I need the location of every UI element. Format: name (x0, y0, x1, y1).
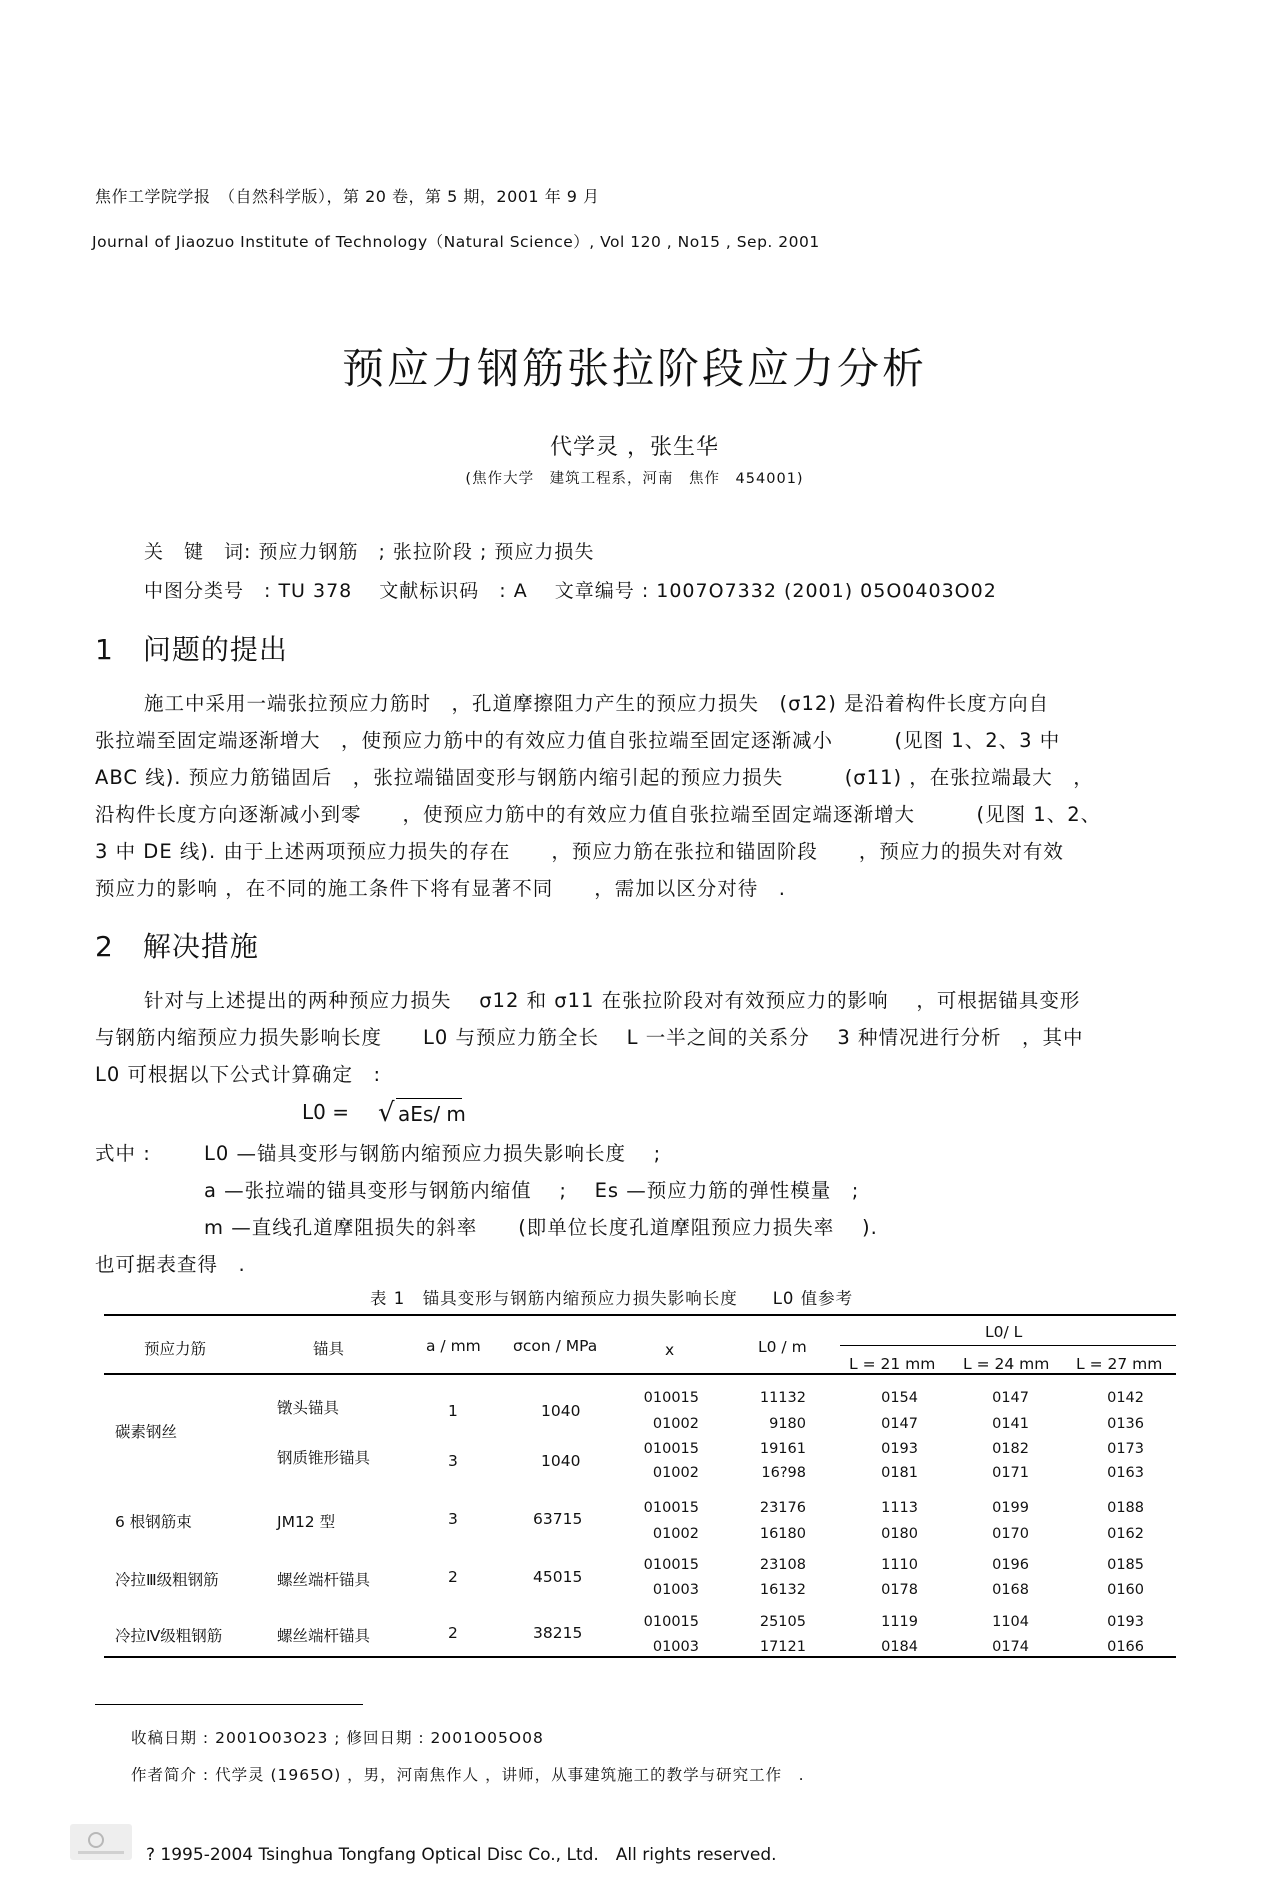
keywords (144, 537, 594, 564)
cell-tendon: 碳素钢丝 (115, 1423, 178, 1441)
footnote-received: 收稿日期 : 2001Ο03Ο23 ; 修回日期 : 2001Ο05Ο08 (131, 1729, 544, 1747)
section2-line: 针对与上述提出的两种预应力损失 σ12 和 σ11 在张拉阶段对有效预应力的影响 ，可根据锚具变形 (144, 989, 1081, 1012)
cell-r21: 0147 (881, 1416, 918, 1432)
cell-anchor: 镦头锚具 (277, 1399, 340, 1417)
footnote-rule (95, 1704, 363, 1705)
cell-sigma: 45015 (533, 1568, 583, 1586)
publisher-logo-mark (70, 1824, 132, 1860)
section2-line: 与钢筋内缩预应力损失影响长度 L0 与预应力筋全长 L 一半之间的关系分 3 种情况进行分析 ，其中 (95, 1026, 1084, 1049)
cell-x: 01003 (652, 1582, 699, 1598)
cell-l0: 23176 (759, 1500, 806, 1516)
cell-l0: 11132 (759, 1390, 806, 1406)
cell-r21: 0184 (881, 1639, 918, 1655)
cell-r27: 0142 (1107, 1390, 1144, 1406)
th-ratio: L0/ L (985, 1323, 1023, 1341)
table-bottom-rule (104, 1656, 1176, 1658)
table-caption: 表 1 锚具变形与钢筋内缩预应力损失影响长度 L0 值参考 (370, 1289, 854, 1308)
th-anchor: 锚具 (313, 1340, 345, 1358)
definition: a —张拉端的锚具变形与钢筋内缩值 ; Es —预应力筋的弹性模量 ; (204, 1179, 860, 1202)
publisher-logo (70, 1824, 132, 1860)
cell-tendon: 冷拉Ⅳ级粗钢筋 (115, 1627, 223, 1645)
cell-l0: 25105 (759, 1614, 806, 1630)
sqrt-bar (396, 1098, 462, 1099)
cell-r24: 0196 (992, 1557, 1029, 1573)
cell-x: 010015 (643, 1557, 699, 1573)
cell-r24: 0141 (992, 1416, 1029, 1432)
th-l0: L0 / m (758, 1338, 807, 1356)
cell-sigma: 1040 (541, 1452, 581, 1470)
cell-sigma: 1040 (541, 1402, 581, 1420)
cell-anchor: JM12 型 (277, 1513, 336, 1531)
cell-a: 1 (448, 1402, 458, 1420)
cell-x: 010015 (643, 1614, 699, 1630)
table-subheader-rule (840, 1345, 1176, 1346)
cell-l0: 16180 (759, 1526, 806, 1542)
cell-r21: 1113 (881, 1500, 918, 1516)
cell-l0: 17121 (759, 1639, 806, 1655)
cell-x: 010015 (643, 1390, 699, 1406)
table-header-rule (104, 1373, 1176, 1375)
section1-line: 沿构件长度方向逐渐减小到零 ，使预应力筋中的有效应力值自张拉端至固定端逐渐增大 (见图 1、2、 (95, 803, 1102, 826)
formula-lhs: L0 = (302, 1100, 349, 1124)
copyright: ? 1995-2004 Tsinghua Tongfang Optical Disc Co., Ltd. All rights reserved. (146, 1845, 777, 1865)
footnote-author: 作者简介 : 代学灵 (1965Ο) ，男，河南焦作人 ，讲师，从事建筑施工的教学与研究工作 . (131, 1766, 805, 1784)
cell-x: 010015 (643, 1441, 699, 1457)
section2-title: 解决措施 (142, 930, 259, 963)
th-l21: L = 21 mm (849, 1355, 936, 1373)
cell-r24: 0199 (992, 1500, 1029, 1516)
cell-tendon: 冷拉Ⅲ级粗钢筋 (115, 1571, 219, 1589)
cell-l0: 16?98 (761, 1465, 806, 1481)
cell-x: 01003 (652, 1639, 699, 1655)
keywords-label: 关 键 词 (144, 541, 245, 563)
section1-line: 施工中采用一端张拉预应力筋时 ，孔道摩擦阻力产生的预应力损失 (σ12) 是沿着构件长度方向自 (144, 692, 1050, 715)
cell-a: 2 (448, 1568, 458, 1586)
cell-r27: 0166 (1107, 1639, 1144, 1655)
cell-r27: 0160 (1107, 1582, 1144, 1598)
section1-line: ABC 线). 预应力筋锚固后 ，张拉端锚固变形与钢筋内缩引起的预应力损失 (σ11) ，在张拉端最大 ， (95, 766, 1094, 789)
cell-x: 01002 (652, 1526, 699, 1542)
cell-r21: 1119 (881, 1614, 918, 1630)
th-l27: L = 27 mm (1076, 1355, 1163, 1373)
cell-sigma: 38215 (533, 1624, 583, 1642)
cell-r21: 0180 (881, 1526, 918, 1542)
cell-l0: 23108 (759, 1557, 806, 1573)
section1-line: 张拉端至固定端逐渐增大 ，使预应力筋中的有效应力值自张拉端至固定逐渐减小 (见图 1、2、3 中 (95, 729, 1061, 752)
th-sigma: σcon / MPa (513, 1337, 598, 1355)
section2-number: 2 (95, 930, 114, 963)
cell-r24: 0168 (992, 1582, 1029, 1598)
journal-header-cn: 焦作工学院学报 （自然科学版），第 20 卷，第 5 期，2001 年 9 月 (95, 187, 600, 206)
definition: m —直线孔道摩阻损失的斜率 (即单位长度孔道摩阻预应力损失率 ). (204, 1216, 878, 1239)
cell-r24: 0171 (992, 1465, 1029, 1481)
section1-title: 问题的提出 (142, 633, 288, 666)
cell-r21: 0181 (881, 1465, 918, 1481)
cell-r27: 0162 (1107, 1526, 1144, 1542)
section2-line: L0 可根据以下公式计算确定 : (95, 1063, 382, 1086)
cell-r24: 0182 (992, 1441, 1029, 1457)
cell-a: 3 (448, 1452, 458, 1470)
keywords-text: : 预应力钢筋 ; 张拉阶段 ; 预应力损失 (244, 541, 595, 563)
cell-l0: 16132 (759, 1582, 806, 1598)
cell-x: 01002 (652, 1465, 699, 1481)
section1-number: 1 (95, 633, 114, 666)
cell-r27: 0185 (1107, 1557, 1144, 1573)
section2-heading (95, 925, 259, 965)
cell-r27: 0188 (1107, 1500, 1144, 1516)
cell-sigma: 63715 (533, 1510, 583, 1528)
cell-r24: 1104 (992, 1614, 1029, 1630)
cell-anchor: 螺丝端杆锚具 (277, 1571, 371, 1589)
cell-l0: 9180 (769, 1416, 806, 1432)
classification: 中图分类号 : TU 378 文献标识码 : A 文章编号 : 1007Ο7332 (2001) 05Ο0403Ο02 (144, 580, 997, 602)
cell-a: 3 (448, 1510, 458, 1528)
journal-header-en: Journal of Jiaozuo Institute of Technology（Natural Science）, Vol 120 , No15 , Sep. 2001 (92, 233, 820, 251)
closing-text: 也可据表查得 . (95, 1253, 246, 1276)
cell-r21: 0193 (881, 1441, 918, 1457)
cell-x: 01002 (652, 1416, 699, 1432)
sqrt-symbol: √ (378, 1098, 395, 1128)
cell-r24: 0147 (992, 1390, 1029, 1406)
cell-anchor: 钢质锥形锚具 (277, 1449, 371, 1467)
section1-line: 3 中 DE 线). 由于上述两项预应力损失的存在 ，预应力筋在张拉和锚固阶段 ，预应力的损失对有效 (95, 840, 1064, 863)
th-x: x (665, 1341, 675, 1359)
cell-r21: 0178 (881, 1582, 918, 1598)
formula-rhs: aEs/ m (398, 1102, 466, 1126)
th-tendon: 预应力筋 (144, 1340, 207, 1358)
th-l24: L = 24 mm (963, 1355, 1050, 1373)
where-label: 式中 : (95, 1142, 151, 1165)
paper-title: 预应力钢筋张拉阶段应力分析 (341, 344, 927, 393)
cell-tendon: 6 根钢筋束 (115, 1513, 192, 1531)
cell-r27: 0136 (1107, 1416, 1144, 1432)
cell-r24: 0174 (992, 1639, 1029, 1655)
cell-r27: 0173 (1107, 1441, 1144, 1457)
th-a: a / mm (426, 1337, 481, 1355)
affiliation: (焦作大学 建筑工程系，河南 焦作 454001) (465, 471, 804, 487)
section1-heading (95, 628, 288, 668)
cell-r21: 0154 (881, 1390, 918, 1406)
cell-anchor: 螺丝端杆锚具 (277, 1627, 371, 1645)
cell-r24: 0170 (992, 1526, 1029, 1542)
cell-x: 010015 (643, 1500, 699, 1516)
cell-r27: 0163 (1107, 1465, 1144, 1481)
section1-line: 预应力的影响 ，在不同的施工条件下将有显著不同 ，需加以区分对待 . (95, 877, 786, 900)
cell-a: 2 (448, 1624, 458, 1642)
definition: L0 —锚具变形与钢筋内缩预应力损失影响长度 ; (204, 1142, 662, 1165)
table-top-rule (104, 1314, 1176, 1316)
cell-r27: 0193 (1107, 1614, 1144, 1630)
cell-l0: 19161 (759, 1441, 806, 1457)
cell-r21: 1110 (881, 1557, 918, 1573)
authors: 代学灵 ，张生华 (550, 435, 719, 460)
